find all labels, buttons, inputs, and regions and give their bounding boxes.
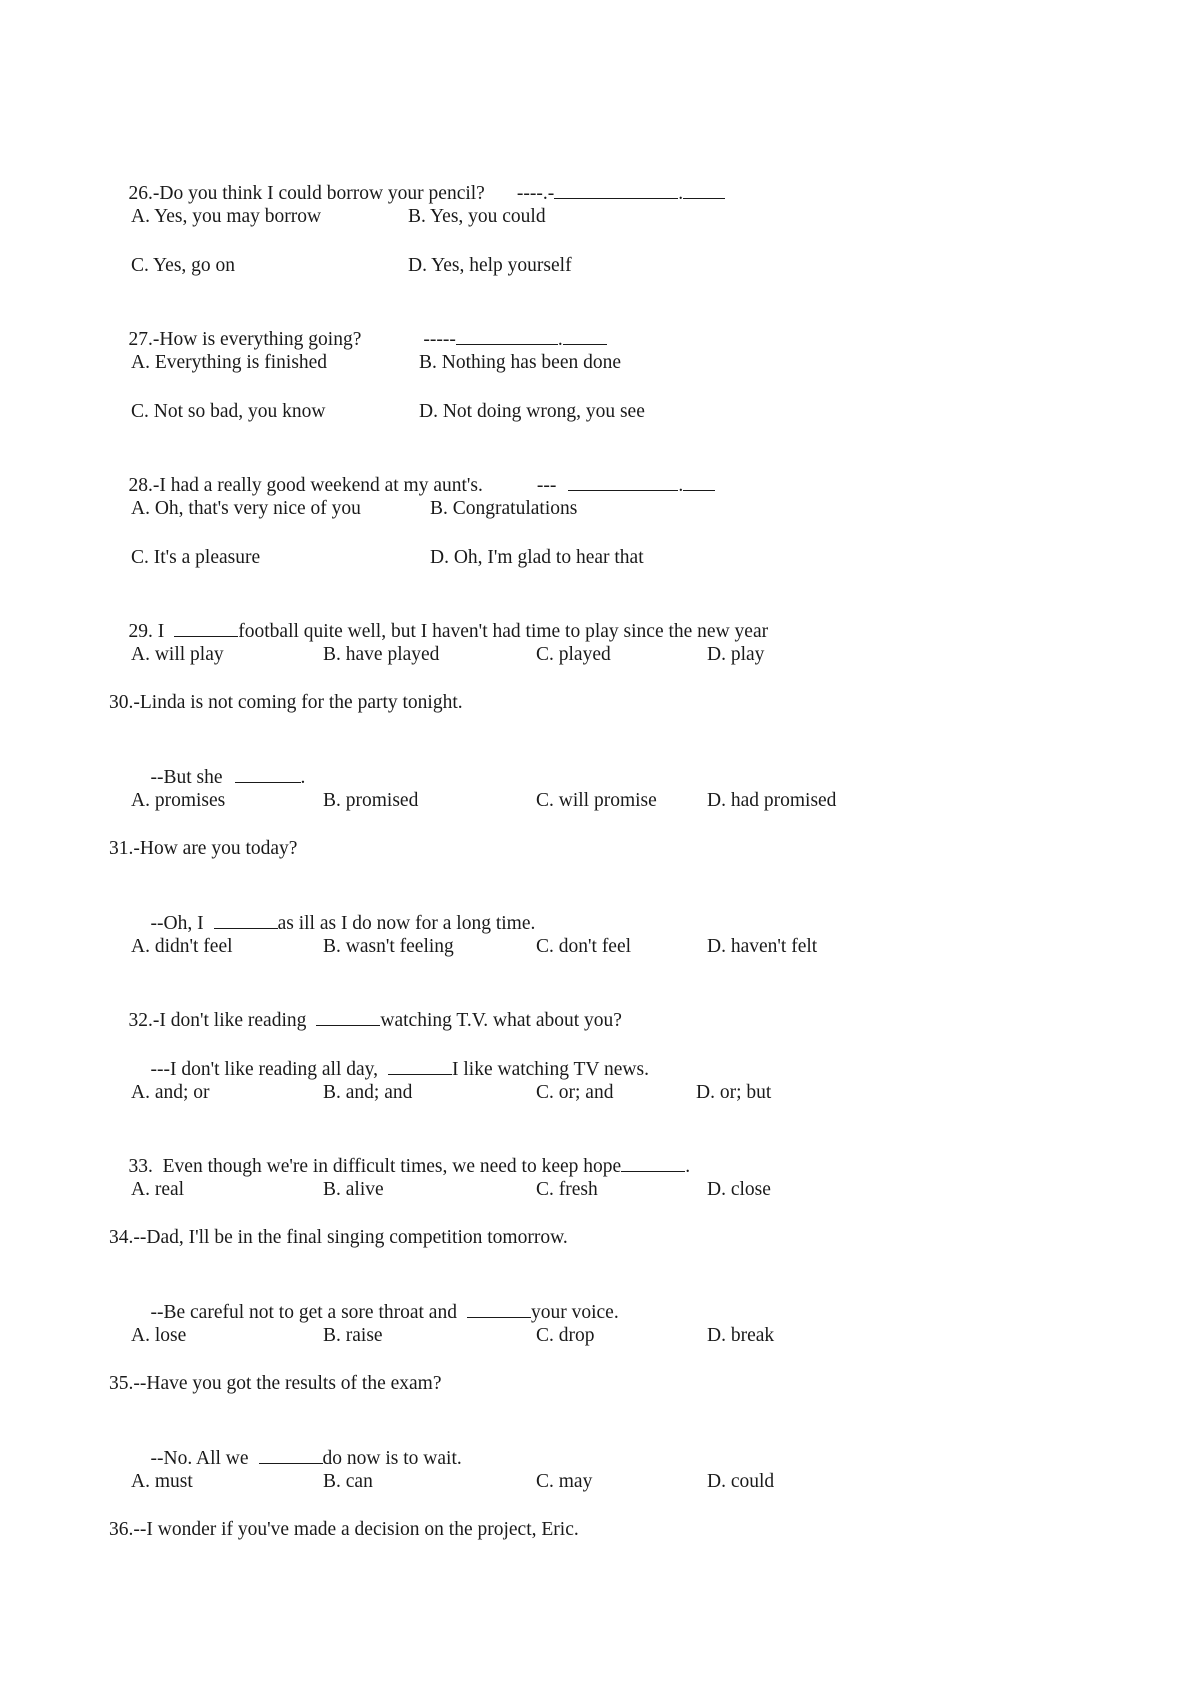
answer-blank xyxy=(456,326,558,345)
question-30-reply: --But she . xyxy=(131,740,305,814)
question-34-reply: --Be careful not to get a sore throat and your voice. xyxy=(131,1275,619,1349)
q27-option-d: D. Not doing wrong, you see xyxy=(419,401,645,422)
question-33-stem: 33. Even though we're in difficult times, we need to keep hope . xyxy=(109,1129,690,1203)
answer-blank xyxy=(259,1445,323,1464)
q30-option-a: A. promises xyxy=(131,790,226,811)
answer-blank xyxy=(683,180,725,199)
q29-option-c: C. played xyxy=(536,644,611,665)
answer-blank xyxy=(316,1007,380,1026)
q27-option-b: B. Nothing has been done xyxy=(419,352,622,373)
q32-option-a: A. and; or xyxy=(131,1082,210,1103)
answer-blank xyxy=(683,472,715,491)
q33-option-c: C. fresh xyxy=(536,1179,598,1200)
question-26-reply: ----.- xyxy=(516,183,555,204)
question-30-stem: 30.-Linda is not coming for the party tonight. xyxy=(109,692,463,713)
q26-option-a: A. Yes, you may borrow xyxy=(131,206,322,227)
answer-blank xyxy=(554,180,678,199)
answer-blank xyxy=(174,618,238,637)
answer-blank xyxy=(388,1056,452,1075)
q35-option-a: A. must xyxy=(131,1471,193,1492)
q28-option-d: D. Oh, I'm glad to hear that xyxy=(430,547,644,568)
question-27-stem: 27.-How is everything going? ----- . xyxy=(109,302,607,376)
q32-option-b: B. and; and xyxy=(323,1082,413,1103)
q29-option-d: D. play xyxy=(707,644,765,665)
q34-option-d: D. break xyxy=(707,1325,775,1346)
q26-option-d: D. Yes, help yourself xyxy=(408,255,572,276)
q31-option-d: D. haven't felt xyxy=(707,936,818,957)
question-26-stem: 26.-Do you think I could borrow your pencil? ----.- . xyxy=(109,156,725,230)
q28-option-a: A. Oh, that's very nice of you xyxy=(131,498,361,519)
q35-option-b: B. can xyxy=(323,1471,373,1492)
question-35-stem: 35.--Have you got the results of the exam? xyxy=(109,1373,442,1394)
q27-option-c: C. Not so bad, you know xyxy=(131,401,326,422)
q34-option-b: B. raise xyxy=(323,1325,383,1346)
q28-option-c: C. It's a pleasure xyxy=(131,547,261,568)
question-32-reply: ---I don't like reading all day, I like watching TV news. xyxy=(131,1032,649,1106)
question-31-reply: --Oh, I as ill as I do now for a long time. xyxy=(131,886,535,960)
q33-option-a: A. real xyxy=(131,1179,185,1200)
question-31-stem: 31.-How are you today? xyxy=(109,838,298,859)
q29-option-a: A. will play xyxy=(131,644,224,665)
q32-option-d: D. or; but xyxy=(696,1082,772,1103)
q30-option-d: D. had promised xyxy=(707,790,837,811)
q26-option-c: C. Yes, go on xyxy=(131,255,236,276)
question-27-reply: ----- xyxy=(423,329,456,350)
answer-blank xyxy=(621,1153,685,1172)
answer-blank xyxy=(467,1299,531,1318)
question-28-reply: --- xyxy=(536,475,557,496)
q31-option-c: C. don't feel xyxy=(536,936,632,957)
q35-option-d: D. could xyxy=(707,1471,775,1492)
q32-option-c: C. or; and xyxy=(536,1082,614,1103)
q35-option-c: C. may xyxy=(536,1471,593,1492)
q30-option-b: B. promised xyxy=(323,790,419,811)
answer-blank xyxy=(214,910,278,929)
question-36-stem: 36.--I wonder if you've made a decision on the project, Eric. xyxy=(109,1519,579,1540)
q33-option-d: D. close xyxy=(707,1179,771,1200)
question-28-stem: 28.-I had a really good weekend at my aunt's. --- . xyxy=(109,448,715,522)
question-32-stem: 32.-I don't like reading watching T.V. what about you? xyxy=(109,983,622,1057)
q30-option-c: C. will promise xyxy=(536,790,657,811)
q29-option-b: B. have played xyxy=(323,644,440,665)
q34-option-a: A. lose xyxy=(131,1325,187,1346)
q26-option-b: B. Yes, you could xyxy=(408,206,546,227)
q33-option-b: B. alive xyxy=(323,1179,384,1200)
q31-option-b: B. wasn't feeling xyxy=(323,936,454,957)
question-35-reply: --No. All we do now is to wait. xyxy=(131,1421,462,1495)
question-34-stem: 34.--Dad, I'll be in the final singing competition tomorrow. xyxy=(109,1227,568,1248)
q28-option-b: B. Congratulations xyxy=(430,498,578,519)
answer-blank xyxy=(568,472,678,491)
question-29-stem: 29. I football quite well, but I haven't had time to play since the new year xyxy=(109,594,768,668)
answer-blank xyxy=(563,326,607,345)
q34-option-c: C. drop xyxy=(536,1325,595,1346)
q27-option-a: A. Everything is finished xyxy=(131,352,328,373)
answer-blank xyxy=(235,764,301,783)
q31-option-a: A. didn't feel xyxy=(131,936,233,957)
